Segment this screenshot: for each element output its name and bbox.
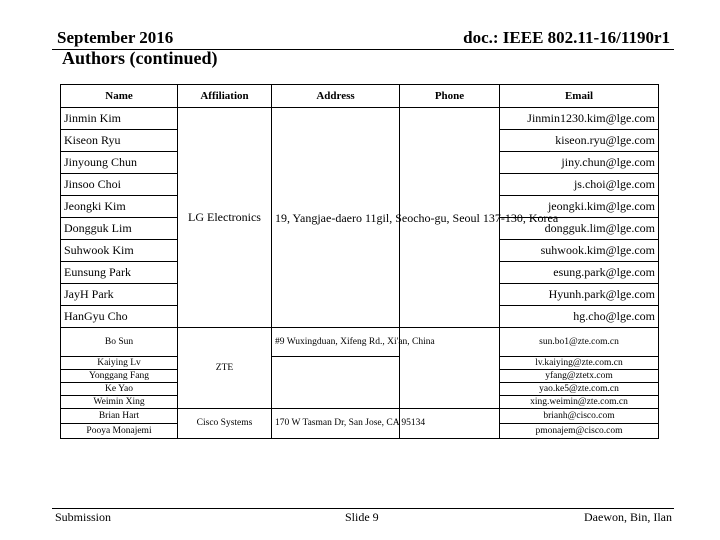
- author-email: sun.bo1@zte.com.cn: [500, 328, 659, 357]
- author-email: yao.ke5@zte.com.cn: [500, 383, 659, 396]
- footer-submission: Submission: [55, 510, 112, 524]
- table-row: [61, 357, 659, 370]
- author-name: Brian Hart: [61, 409, 178, 424]
- author-email: js.choi@lge.com: [500, 174, 659, 196]
- author-email: suhwook.kim@lge.com: [500, 240, 659, 262]
- author-name: Jinsoo Choi: [61, 174, 178, 196]
- author-email: Jinmin1230.kim@lge.com: [500, 108, 659, 130]
- column-header-affiliation: Affiliation: [178, 85, 272, 108]
- table-header-row: [61, 85, 659, 108]
- author-email: xing.weimin@zte.com.cn: [500, 396, 659, 409]
- author-email: brianh@cisco.com: [500, 409, 659, 424]
- column-header-email: Email: [500, 85, 659, 108]
- table-row: [61, 328, 659, 357]
- author-name: Ke Yao: [61, 383, 178, 396]
- author-name: Kaiying Lv: [61, 357, 178, 370]
- column-header-address: Address: [272, 85, 400, 108]
- affiliation-cell: Cisco Systems: [178, 409, 272, 439]
- author-name: Pooya Monajemi: [61, 424, 178, 439]
- column-header-name: Name: [61, 85, 178, 108]
- author-email: yfang@ztetx.com: [500, 370, 659, 383]
- author-email: kiseon.ryu@lge.com: [500, 130, 659, 152]
- header-doc-id: doc.: IEEE 802.11-16/1190r1: [463, 28, 670, 47]
- author-name: Jinyoung Chun: [61, 152, 178, 174]
- author-name: Weimin Xing: [61, 396, 178, 409]
- author-name: Dongguk Lim: [61, 218, 178, 240]
- slide-title: Authors (continued): [62, 48, 218, 68]
- author-email: lv.kaiying@zte.com.cn: [500, 357, 659, 370]
- address-cell: #9 Wuxingduan, Xifeng Rd., Xi'an, China: [272, 328, 400, 357]
- affiliation-cell: ZTE: [178, 328, 272, 409]
- authors-table: [60, 84, 659, 439]
- table-row: [61, 108, 659, 130]
- author-email: jiny.chun@lge.com: [500, 152, 659, 174]
- table-row: [61, 409, 659, 424]
- author-name: HanGyu Cho: [61, 306, 178, 328]
- address-cell: 19, Yangjae-daero 11gil, Seocho-gu, Seoul 137-130, Korea: [272, 108, 400, 328]
- author-email: hg.cho@lge.com: [500, 306, 659, 328]
- column-header-phone: Phone: [400, 85, 500, 108]
- footer-authors: Daewon, Bin, Ilan: [584, 510, 672, 524]
- address-cell-empty: [272, 357, 400, 409]
- author-name: Jeongki Kim: [61, 196, 178, 218]
- author-email: dongguk.lim@lge.com: [500, 218, 659, 240]
- author-name: Eunsung Park: [61, 262, 178, 284]
- author-email: Hyunh.park@lge.com: [500, 284, 659, 306]
- author-email: jeongki.kim@lge.com: [500, 196, 659, 218]
- footer-divider: [52, 508, 674, 509]
- address-cell: 170 W Tasman Dr, San Jose, CA 95134: [272, 409, 400, 439]
- affiliation-cell: LG Electronics: [178, 108, 272, 328]
- author-name: Kiseon Ryu: [61, 130, 178, 152]
- author-name: JayH Park: [61, 284, 178, 306]
- author-name: Bo Sun: [61, 328, 178, 357]
- author-name: Suhwook Kim: [61, 240, 178, 262]
- header-date: September 2016: [57, 28, 174, 47]
- author-name: Jinmin Kim: [61, 108, 178, 130]
- footer-slide-number: Slide 9: [345, 510, 379, 524]
- author-name: Yonggang Fang: [61, 370, 178, 383]
- author-email: pmonajem@cisco.com: [500, 424, 659, 439]
- author-email: esung.park@lge.com: [500, 262, 659, 284]
